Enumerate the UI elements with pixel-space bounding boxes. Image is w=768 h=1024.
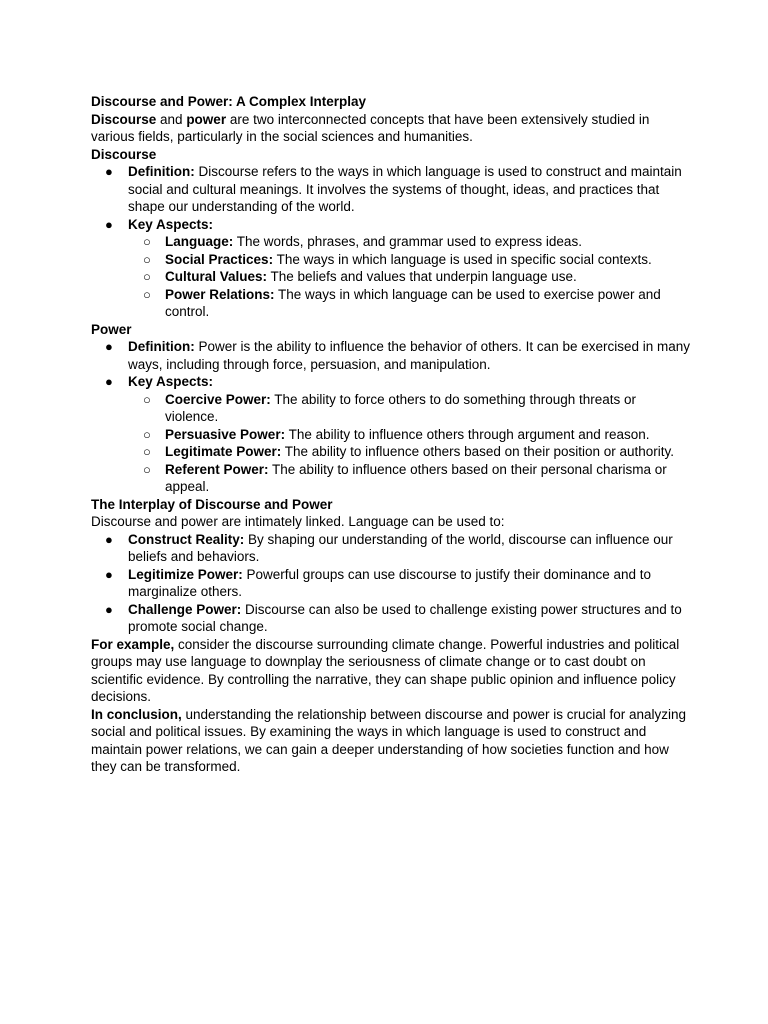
intro-text-1: and: [156, 111, 187, 127]
list-item-text: Discourse refers to the ways in which language is used to construct and maintain social and cultural meanings. It involves the systems of thought, ideas, and practices that shape our understanding of the world.: [128, 164, 682, 214]
sub-list-item: [91, 286, 691, 321]
hollow-bullet-icon: ○: [143, 234, 151, 249]
section-heading-power: Power: [91, 321, 132, 337]
sub-list-item: [91, 268, 691, 286]
sub-item-label: Cultural Values:: [165, 269, 268, 284]
list-item-text: By shaping our understanding of the world, discourse can influence our beliefs and behaviors.: [128, 531, 673, 564]
list-item-label: Construct Reality:: [128, 531, 245, 547]
list-item-label: Legitimize Power:: [128, 566, 243, 582]
sub-item-label: Coercive Power:: [165, 391, 271, 407]
sub-item-label: Referent Power:: [165, 461, 269, 477]
filled-bullet-icon: ●: [105, 164, 113, 179]
intro-paragraph: [91, 111, 691, 146]
filled-bullet-icon: ●: [105, 339, 113, 354]
hollow-bullet-icon: ○: [143, 391, 151, 407]
list-item: [91, 531, 691, 566]
list-item-label: Challenge Power:: [128, 601, 242, 617]
hollow-bullet-icon: ○: [143, 461, 151, 477]
list-item: [91, 566, 691, 601]
intro-text-2: are two interconnected concepts that have been extensively studied in various fields, particularly in the social sciences and humanities.: [91, 111, 650, 144]
sub-item-text: The ways in which language can be used to exercise power and control.: [165, 286, 661, 319]
list-item-text: Powerful groups can use discourse to justify their dominance and to marginalize others.: [128, 566, 652, 599]
filled-bullet-icon: ●: [105, 601, 113, 617]
sub-item-text: The ability to force others to do something through threats or violence.: [165, 391, 637, 424]
example-paragraph: [91, 636, 691, 706]
intro-bold-power: power: [186, 111, 227, 127]
list-item: [91, 216, 691, 234]
list-item: [91, 373, 691, 391]
sub-list-item: [91, 251, 691, 269]
sub-item-text: The beliefs and values that underpin language use.: [267, 269, 577, 284]
list-item-label: Definition:: [128, 339, 195, 354]
hollow-bullet-icon: ○: [143, 286, 151, 302]
sub-item-label: Language:: [165, 234, 234, 249]
list-item-label: Key Aspects:: [128, 374, 214, 389]
conclusion-paragraph: [91, 706, 691, 776]
sub-list-item: [91, 461, 691, 496]
list-item: [91, 601, 691, 636]
sub-item-label: Social Practices:: [165, 251, 274, 267]
sub-item-text: The ability to influence others through argument and reason.: [285, 426, 650, 442]
hollow-bullet-icon: ○: [143, 426, 151, 442]
sub-item-text: The ways in which language is used in specific social contexts.: [273, 251, 652, 267]
filled-bullet-icon: ●: [105, 531, 113, 547]
list-item-text: Discourse can also be used to challenge existing power structures and to promote social change.: [128, 601, 682, 634]
example-label: For example,: [91, 636, 175, 652]
filled-bullet-icon: ●: [105, 374, 113, 389]
list-item-label: Definition:: [128, 164, 195, 179]
sub-list-item: [91, 391, 691, 426]
hollow-bullet-icon: ○: [143, 269, 151, 284]
sub-list-item: [91, 233, 691, 251]
list-item-text: Power is the ability to influence the behavior of others. It can be exercised in many ways, including through force, persuasion, and manipulation.: [128, 339, 691, 372]
hollow-bullet-icon: ○: [143, 444, 151, 459]
sub-item-text: The ability to influence others based on their position or authority.: [281, 444, 675, 459]
sub-list-item: [91, 443, 691, 461]
sub-item-label: Power Relations:: [165, 286, 275, 302]
section-heading-discourse: Discourse: [91, 146, 157, 162]
sub-item-text: The words, phrases, and grammar used to express ideas.: [233, 234, 582, 249]
filled-bullet-icon: ●: [105, 216, 113, 232]
sub-item-text: The ability to influence others based on their personal charisma or appeal.: [165, 461, 667, 494]
sub-list-item: [91, 426, 691, 444]
conclusion-label: In conclusion,: [91, 706, 182, 722]
list-item: [91, 163, 691, 216]
sub-item-label: Persuasive Power:: [165, 426, 286, 442]
conclusion-text: understanding the relationship between discourse and power is crucial for analyzing social and political issues. By examining the ways in which language is used to construct and maintain power relations, we can gain a deeper understanding of how societies function and how they can be transformed.: [91, 706, 687, 774]
hollow-bullet-icon: ○: [143, 251, 151, 267]
example-text: consider the discourse surrounding climate change. Powerful industries and political groups may use language to downplay the seriousness of climate change or to cast doubt on scientific evidence. By controlling the narrative, they can shape public opinion and influence policy decisions.: [91, 636, 680, 704]
intro-bold-discourse: Discourse: [91, 111, 157, 127]
page-title: Discourse and Power: A Complex Interplay: [91, 94, 367, 109]
document-body: [91, 93, 691, 776]
discourse-list: [91, 163, 691, 321]
list-item-label: Key Aspects:: [128, 216, 214, 232]
section-heading-interplay: The Interplay of Discourse and Power: [91, 496, 333, 512]
sub-item-label: Legitimate Power:: [165, 444, 282, 459]
filled-bullet-icon: ●: [105, 566, 113, 582]
power-list: [91, 338, 691, 496]
interplay-intro: Discourse and power are intimately linked. Language can be used to:: [91, 514, 505, 529]
list-item: [91, 338, 691, 373]
interplay-list: [91, 531, 691, 636]
